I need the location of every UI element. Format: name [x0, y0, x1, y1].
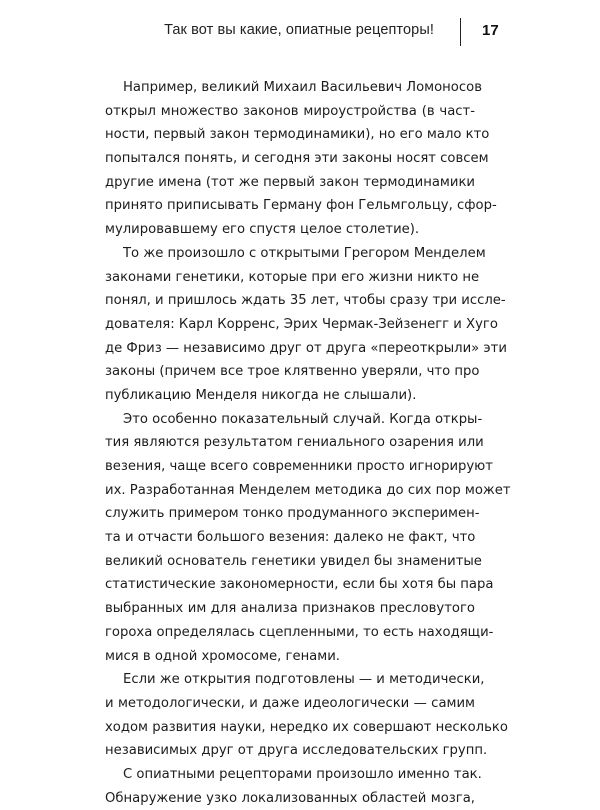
- page-header: [0, 18, 600, 46]
- text-line: везения, чаще всего современники просто игнорируют: [105, 459, 493, 474]
- text-line: Например, великий Михаил Васильевич Ломоносов: [123, 80, 482, 95]
- paragraph-1: [105, 76, 497, 242]
- text-line: То же произошло с открытыми Грегором Менделем: [123, 245, 486, 261]
- text-line: и методологически, и даже идеологически — самим: [105, 695, 475, 711]
- paragraph-2: [105, 242, 507, 408]
- text-line: ности, первый закон термодинамики), но его мало кто: [105, 127, 490, 143]
- page-number: 17: [482, 22, 499, 39]
- header-divider: [460, 18, 461, 46]
- text-line: мулировавшему его спустя целое столетие).: [105, 222, 420, 238]
- body-text: [105, 76, 511, 810]
- text-line: великий основатель генетики увидел бы знаменитые: [105, 553, 482, 569]
- text-line: та и отчасти большого везения: далеко не факт, что: [105, 530, 476, 546]
- text-line: законами генетики, которые при его жизни никто не: [105, 269, 480, 285]
- text-line: мися в одной хромосоме, генами.: [105, 648, 340, 664]
- text-line: С опиатными рецепторами произошло именно так.: [123, 766, 482, 782]
- text-line: Если же открытия подготовлены — и методически,: [123, 672, 485, 688]
- text-line: законы (причем все трое клятвенно уверяли, что про: [105, 364, 480, 380]
- text-line: Обнаружение узко локализованных областей мозга,: [105, 790, 475, 806]
- paragraph-5: [105, 763, 482, 810]
- paragraph-3: [105, 408, 511, 669]
- text-line: де Фриз — независимо друг от друга «переоткрыли» эти: [105, 340, 507, 356]
- text-line: попытался понять, и сегодня эти законы носят совсем: [105, 151, 489, 167]
- text-line: ходом развития науки, нередко их совершают несколько: [105, 719, 508, 735]
- text-line: независимых друг от друга исследовательских групп.: [105, 743, 488, 759]
- text-line: Это особенно показательный случай. Когда откры-: [123, 411, 483, 427]
- paragraph-4: [105, 668, 508, 763]
- text-line: другие имена (тот же первый закон термодинамики: [105, 174, 475, 190]
- text-line: статистические закономерности, если бы хотя бы пара: [105, 577, 494, 593]
- text-line: принято приписывать Герману фон Гельмгольцу, сфор-: [105, 198, 497, 214]
- text-line: публикацию Менделя никогда не слышали).: [105, 387, 417, 403]
- text-line: гороха определялась сцепленными, то есть находящи-: [105, 624, 494, 640]
- text-line: их. Разработанная Менделем методика до сих пор может: [105, 482, 511, 498]
- text-line: понял, и пришлось ждать 35 лет, чтобы сразу три иссле-: [105, 293, 506, 309]
- text-line: дователя: Карл Корренс, Эрих Чермак-Зейзенегг и Хуго: [105, 316, 498, 332]
- text-line: тия являются результатом гениального озарения или: [105, 435, 484, 451]
- text-line: выбранных им для анализа признаков пресловутого: [105, 601, 475, 617]
- text-line: служить примером тонко продуманного эксперимен-: [105, 506, 480, 522]
- text-line: открыл множество законов мироустройства (в част-: [105, 103, 475, 119]
- running-title: Так вот вы какие, опиатные рецепторы!: [164, 22, 434, 38]
